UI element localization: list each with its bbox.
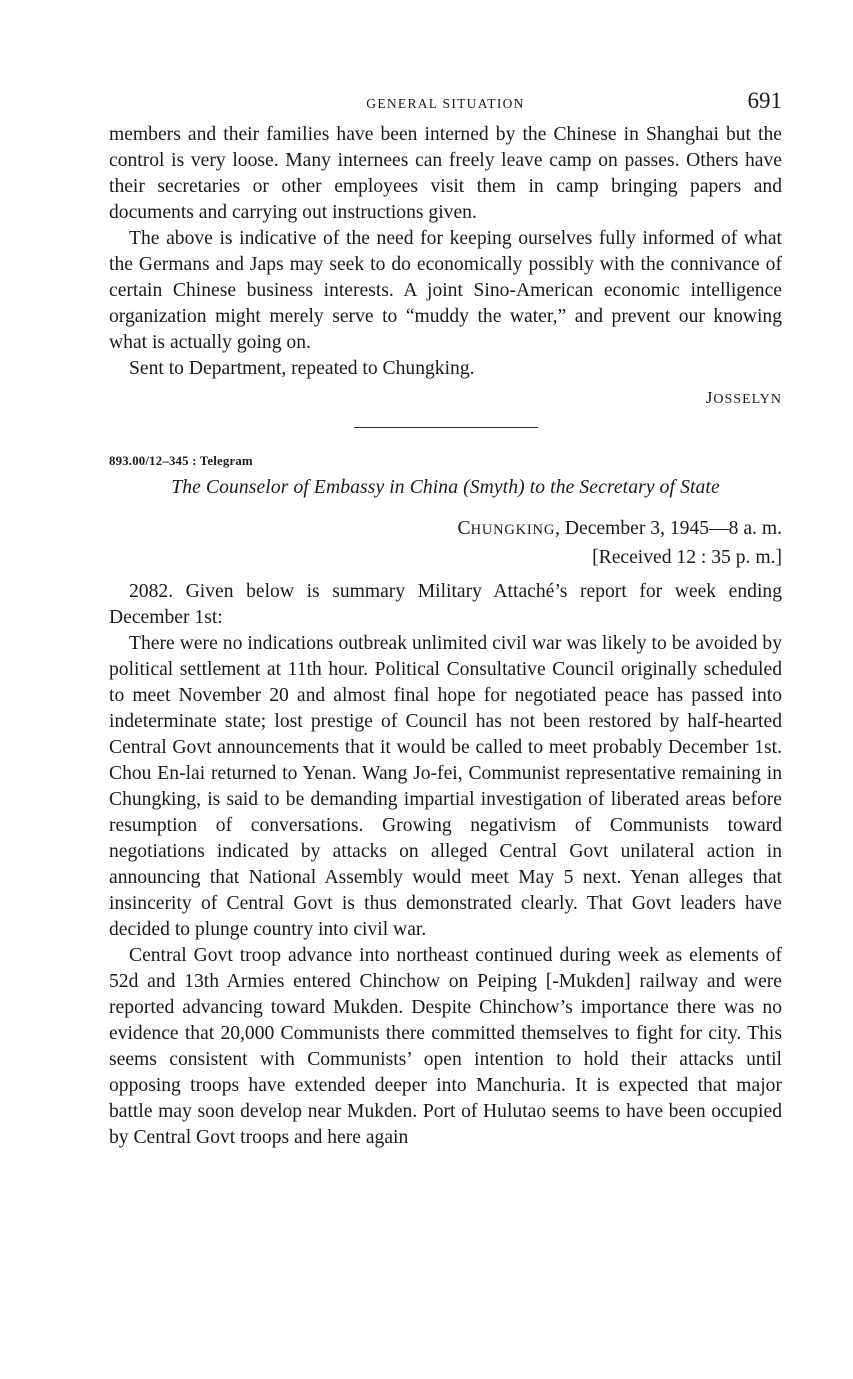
telegram-body (109, 579, 782, 1151)
running-header (109, 88, 782, 122)
body-paragraph: members and their families have been interned by the Chinese in Shanghai but the control is very loose. Many internees can freely leave camp on passes. Others have their secretaries or other employees visit them in camp bringing papers and documents and carrying out instructions given. (109, 124, 782, 223)
signature (109, 388, 782, 408)
page-number: 691 (747, 88, 782, 113)
body-paragraph: 2082. Given below is summary Military Attaché’s report for week ending December 1st: (109, 581, 782, 628)
signature-rest: OSSELYN (713, 392, 782, 407)
place-initial: C (457, 518, 471, 539)
place-and-date (109, 515, 782, 544)
place-name: HUNGKING (470, 522, 556, 538)
body-paragraph: Central Govt troop advance into northeast continued during week as elements of 52d and 13th Armies entered Chinchow on Peiping [-Mukden] railway and were reported advancing toward Mukden. Despite Chinchow’s importance there was no evidence that 20,000 Communists there committed themselves to fight for city. This seems consistent with Communists’ open intention to hold their attacks until opposing troops have extended deeper into Manchuria. It is expected that major battle may soon develop near Mukden. Port of Hulutao seems to have been occupied by Central Govt troops and here again (109, 945, 782, 1148)
date-text: , December 3, 1945—8 a. m. (555, 518, 782, 539)
dateline (109, 515, 782, 571)
document-reference: 893.00/12–345 : Telegram (109, 454, 253, 468)
received-note: [Received 12 : 35 p. m.] (592, 547, 782, 568)
body-paragraph: The above is indicative of the need for keeping ourselves fully informed of what the Germans and Japs may seek to do economically possibly with the connivance of certain Chinese business interests. A joint Sino-American economic intelligence organization might merely serve to “muddy the water,” and prevent our knowing what is actually going on. (109, 228, 782, 353)
signature-initial: J (705, 388, 714, 407)
document-page (109, 88, 782, 1151)
body-paragraph: There were no indications outbreak unlimited civil war was likely to be avoided by political settlement at 11th hour. Political Consultative Council originally scheduled to meet November 20 and almost final hope for negotiated peace has passed into indeterminate state; lost prestige of Council has not been restored by half-hearted Central Govt announcements that it would be called to meet probably December 1st. Chou En-lai returned to Yenan. Wang Jo-fei, Communist representative remaining in Chungking, is said to be demanding impartial investigation of liberated areas before resumption of conversations. Growing negativism of Communists toward negotiations indicated by attacks on alleged Central Govt unilateral action in announcing that National Assembly would meet May 5 next. Yenan alleges that insincerity of Central Govt is thus demonstrated clearly. That Govt leaders have decided to plunge country into civil war. (109, 633, 782, 940)
body-paragraph: Sent to Department, repeated to Chungking. (129, 358, 475, 379)
running-title: GENERAL SITUATION (366, 96, 525, 111)
document-title: The Counselor of Embassy in China (Smyth) to the Secretary of State (171, 477, 720, 498)
section-divider (354, 427, 538, 428)
